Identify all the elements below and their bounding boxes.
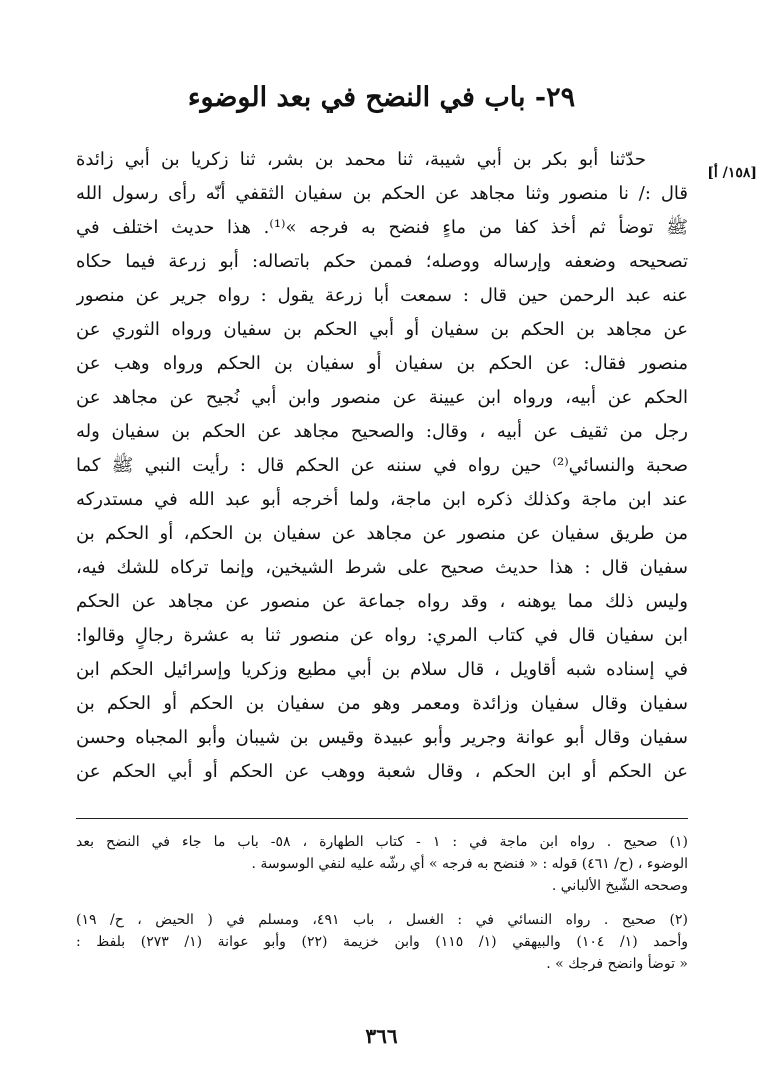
main-text [76,143,688,789]
text-line: عنه عبد الرحمن حين قال : سمعت أبا زرعة يقول : رواه جرير عن منصور [76,285,688,306]
text-line: تصحيحه وضعفه وإرساله ووصله؛ فممن حكم باتصاله: أبو زرعة فيما حكاه [76,251,688,272]
text-line: وليس ذلك مما يوهنه ، وقد رواه جماعة عن منصور عن مجاهد عن الحكم [76,591,688,612]
text-line: قال :/ نا منصور وثنا مجاهد عن الحكم بن سفيان الثقفي أنّه رأى رسول الله [76,183,688,204]
text-line: ﷺ توضأ ثم أخذ كفا من ماءٍ فنضح به فرجه »⁽¹⁾. هذا حديث اختلف في [76,217,688,238]
text-line: الحكم عن أبيه، ورواه ابن عيينة عن منصور وابن أبي نُجيح عن مجاهد عن [76,387,688,408]
footnote-line: وأحمد (١/ ١٠٤) والبيهقي (١/ ١١٥) وابن خزيمة (٢٢) وأبو عوانة (١/ ٢٧٣) بلفظ : [76,934,688,950]
text-line: صحبة والنسائي⁽²⁾ حين رواه في سننه عن الحكم قال : رأيت النبي ﷺ كما [76,455,688,476]
text-line: رجل من ثقيف عن أبيه ، وقال: والصحيح مجاهد عن الحكم بن سفيان وله [76,421,688,442]
text-line: ابن سفيان قال في كتاب المري: رواه عن منصور ثنا به عشرة رجالٍ وقالوا: [76,625,688,646]
chapter-title: ٢٩- باب في النضح في بعد الوضوء [187,82,576,113]
footnote-line: وصححه الشّيخ الألباني . [551,878,688,894]
page-number: ٣٦٦ [365,1024,398,1048]
footnote-line: (١) صحيح . رواه ابن ماجة في : ١ - كتاب الطهارة ، ٥٨- باب ما جاء في النضح بعد [76,834,688,850]
footnote-line: الوضوء ، (ح/ ٤٦١) قوله : « فنضح به فرجه » أي رشّه عليه لنفي الوسوسة . [251,856,688,872]
text-line: في إسناده شبه أقاويل ، قال سلام بن أبي مطيع وزكريا وإسرائيل الحكم ابن [76,659,688,680]
text-line: حدّثنا أبو بكر بن أبي شيبة، ثنا محمد بن بشر، ثنا زكريا بن أبي زائدة [76,149,646,170]
text-line: سفيان وقال أبو عوانة وجرير وأبو عبيدة وقيس بن شيبان وأبو المجباه وحسن [76,727,688,748]
text-line: منصور فقال: عن الحكم بن سفيان أو سفيان بن الحكم ورواه وهب عن [76,353,688,374]
footnote-line: « توضأ وانضح فرجك » . [546,956,688,972]
text-line: من طريق سفيان عن منصور عن مجاهد عن سفيان بن الحكم، أو الحكم بن [76,523,688,544]
footnote-line: (٢) صحيح . رواه النسائي في : الغسل ، باب ٤٩١، ومسلم في ( الحيض ، ح/ ١٩) [76,912,688,928]
text-line: سفيان وقال سفيان وزائدة ومعمر وهو من سفيان بن الحكم أو الحكم بن [76,693,688,714]
footnote-divider [76,818,688,819]
text-line: عند ابن ماجة وكذلك ذكره ابن ماجة، ولما أخرجه أبو عبد الله في مستدركه [76,489,688,510]
text-line: عن مجاهد بن الحكم بن سفيان أو أبي الحكم بن سفيان ورواه الثوري عن [76,319,688,340]
text-line: سفيان قال : هذا حديث صحيح على شرط الشيخين، وإنما تركاه للشك فيه، [76,557,688,578]
margin-folio-reference: [١٥٨/ أ] [707,165,757,181]
text-line: عن الحكم أو ابن الحكم ، وقال شعبة ووهب عن الحكم أو أبي الحكم عن [76,761,688,782]
footnotes [76,831,688,975]
